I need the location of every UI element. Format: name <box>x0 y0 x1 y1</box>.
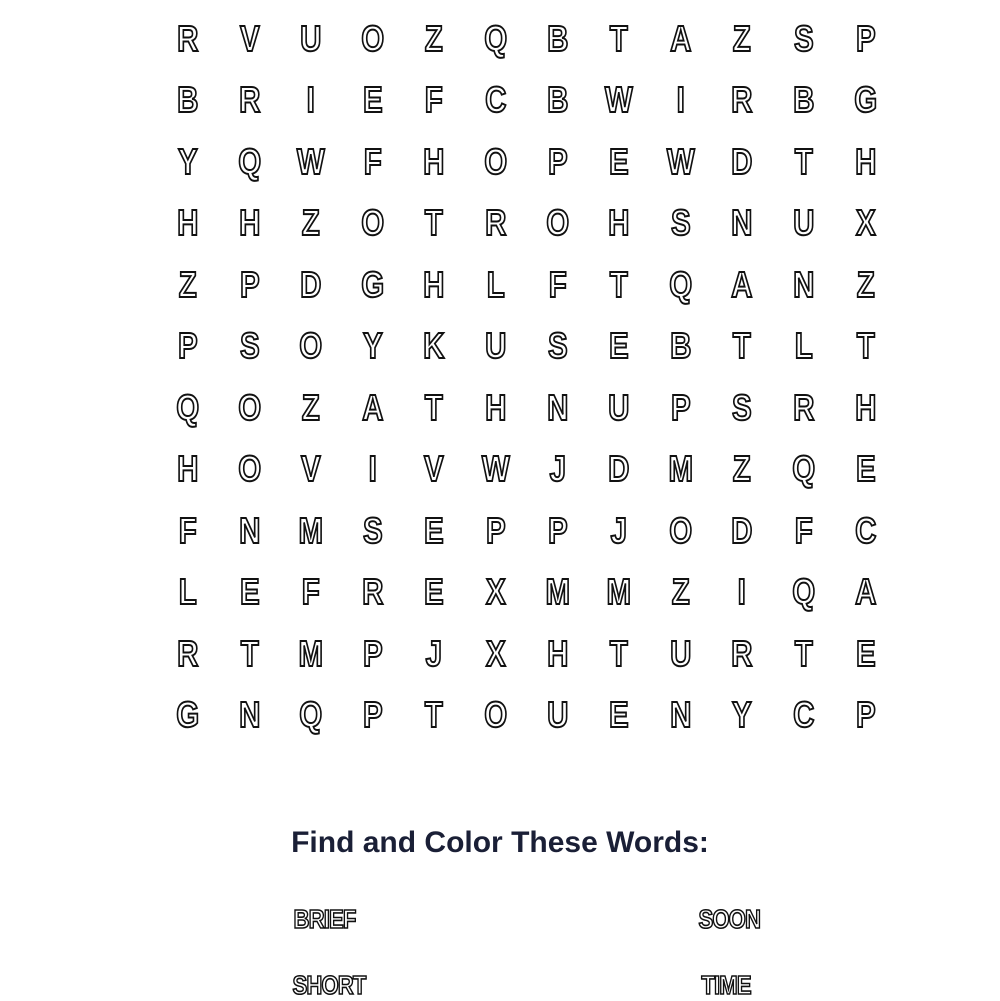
grid-cell[interactable]: F <box>178 509 197 551</box>
grid-cell[interactable]: T <box>794 140 813 182</box>
grid-cell[interactable]: B <box>177 79 199 121</box>
grid-cell[interactable]: F <box>363 140 382 182</box>
grid-cell[interactable]: W <box>605 79 633 121</box>
grid-cell[interactable]: M <box>298 509 324 551</box>
grid-cell[interactable]: R <box>485 202 507 244</box>
grid-cell[interactable]: X <box>485 571 506 613</box>
grid-cell[interactable]: N <box>731 202 753 244</box>
grid-cell[interactable]: N <box>238 694 261 736</box>
grid-cell[interactable]: I <box>676 79 685 121</box>
grid-cell[interactable]: R <box>731 632 753 674</box>
grid-cell[interactable]: W <box>666 140 695 182</box>
grid-cell[interactable]: A <box>669 17 692 59</box>
grid-cell[interactable]: T <box>609 17 628 59</box>
grid-cell[interactable]: I <box>368 448 377 490</box>
grid-cell[interactable]: H <box>423 140 445 182</box>
grid-cell[interactable]: F <box>548 263 567 305</box>
grid-cell[interactable]: K <box>423 325 445 367</box>
grid-cell[interactable]: R <box>731 79 753 121</box>
grid-cell[interactable]: Q <box>484 17 508 59</box>
grid-cell[interactable]: P <box>362 694 383 736</box>
grid-cell[interactable]: P <box>485 509 506 551</box>
grid-cell[interactable]: L <box>178 571 197 613</box>
grid-cell[interactable]: G <box>176 694 200 736</box>
grid-cell[interactable]: Q <box>299 694 323 736</box>
grid-cell[interactable]: J <box>425 632 443 674</box>
grid-cell[interactable]: S <box>239 325 260 367</box>
grid-cell[interactable]: L <box>486 263 505 305</box>
grid-cell[interactable]: E <box>855 632 876 674</box>
grid-cell[interactable]: V <box>424 448 445 490</box>
grid-cell[interactable]: O <box>545 202 569 244</box>
grid-cell[interactable]: R <box>177 17 199 59</box>
grid-cell[interactable]: U <box>793 202 815 244</box>
grid-cell[interactable]: I <box>306 79 316 121</box>
grid-cell[interactable]: B <box>546 79 569 121</box>
grid-cell[interactable]: Z <box>856 263 875 305</box>
grid-cell[interactable]: S <box>732 386 752 428</box>
grid-cell[interactable]: W <box>297 140 325 182</box>
grid-cell[interactable]: E <box>424 509 445 551</box>
word-list-item: BRIEF <box>293 904 356 934</box>
grid-cell[interactable]: H <box>423 263 445 305</box>
grid-cell[interactable]: U <box>669 632 692 674</box>
grid-cell[interactable]: Z <box>425 17 444 59</box>
grid-cell[interactable]: R <box>361 571 384 613</box>
grid-cell[interactable]: Z <box>301 202 321 244</box>
word-list-item: SHORT <box>292 970 366 1000</box>
grid-cell[interactable]: B <box>546 17 569 59</box>
grid-cell[interactable]: G <box>361 263 385 305</box>
grid-cell[interactable]: J <box>549 448 566 490</box>
grid-cell[interactable]: H <box>238 202 261 244</box>
grid-cell[interactable]: U <box>300 17 322 59</box>
grid-cell[interactable]: O <box>237 448 261 490</box>
grid-cell[interactable]: X <box>855 202 876 244</box>
grid-cell[interactable]: Y <box>177 140 198 182</box>
grid-cell[interactable]: E <box>609 694 629 736</box>
grid-cell[interactable]: S <box>793 17 814 59</box>
grid-cell[interactable]: O <box>669 509 693 551</box>
grid-cell[interactable]: P <box>855 694 876 736</box>
grid-cell[interactable]: P <box>239 263 260 305</box>
grid-cell[interactable]: A <box>854 571 876 613</box>
grid-cell[interactable]: D <box>731 509 753 551</box>
grid-cell[interactable]: P <box>670 386 691 428</box>
grid-cell[interactable]: X <box>485 632 506 674</box>
grid-cell[interactable]: R <box>177 632 199 674</box>
grid-cell[interactable]: T <box>609 632 628 674</box>
grid-cell[interactable]: O <box>361 202 385 244</box>
grid-cell[interactable]: G <box>853 79 877 121</box>
grid-cell[interactable]: B <box>793 79 815 121</box>
grid-cell[interactable]: U <box>485 325 507 367</box>
grid-cell[interactable]: Z <box>733 17 752 59</box>
letter-grid <box>157 8 897 746</box>
grid-cell[interactable]: J <box>610 509 628 551</box>
grid-cell[interactable]: Z <box>178 263 197 305</box>
grid-cell[interactable]: T <box>609 263 628 305</box>
grid-cell[interactable]: Y <box>362 325 383 367</box>
grid-cell[interactable]: H <box>854 386 876 428</box>
grid-cell[interactable]: N <box>238 509 261 551</box>
grid-cell[interactable]: F <box>301 571 321 613</box>
grid-cell[interactable]: O <box>361 17 385 59</box>
grid-cell[interactable]: P <box>362 632 383 674</box>
grid-cell[interactable]: E <box>609 325 629 367</box>
grid-cell[interactable]: H <box>608 202 630 244</box>
grid-cell[interactable]: P <box>855 17 876 59</box>
grid-cell[interactable]: N <box>546 386 569 428</box>
grid-cell[interactable]: Q <box>669 263 693 305</box>
grid-cell[interactable]: O <box>237 386 261 428</box>
grid-cell[interactable]: A <box>731 263 753 305</box>
grid-cell[interactable]: D <box>300 263 322 305</box>
grid-cell[interactable]: T <box>733 325 752 367</box>
word-list <box>0 900 1000 1000</box>
grid-cell[interactable]: H <box>546 632 569 674</box>
grid-cell[interactable]: N <box>793 263 815 305</box>
grid-cell[interactable]: Q <box>792 571 816 613</box>
grid-cell[interactable]: V <box>239 17 260 59</box>
grid-cell[interactable]: T <box>425 386 444 428</box>
grid-cell[interactable]: T <box>794 632 813 674</box>
grid-cell[interactable]: M <box>545 571 570 613</box>
grid-cell[interactable]: T <box>425 202 444 244</box>
grid-cell[interactable]: F <box>425 79 444 121</box>
grid-cell[interactable]: E <box>609 140 629 182</box>
grid-cell[interactable]: Z <box>671 571 690 613</box>
grid-cell[interactable]: S <box>362 509 383 551</box>
grid-cell[interactable]: O <box>484 694 508 736</box>
grid-cell[interactable]: H <box>177 448 199 490</box>
grid-cell[interactable]: H <box>177 202 199 244</box>
grid-cell[interactable]: P <box>547 140 568 182</box>
grid-cell[interactable]: O <box>484 140 508 182</box>
grid-cell[interactable]: M <box>606 571 632 613</box>
grid-cell[interactable]: O <box>299 325 323 367</box>
grid-cell[interactable]: E <box>362 79 383 121</box>
grid-cell[interactable]: D <box>608 448 630 490</box>
grid-cell[interactable]: P <box>177 325 198 367</box>
grid-cell[interactable]: U <box>608 386 630 428</box>
grid-cell[interactable]: P <box>547 509 568 551</box>
grid-cell[interactable]: Q <box>792 448 816 490</box>
grid-cell[interactable]: T <box>240 632 259 674</box>
word-list-title: Find and Color These Words: <box>291 826 709 859</box>
grid-cell[interactable]: T <box>425 694 444 736</box>
grid-cell[interactable]: E <box>424 571 445 613</box>
grid-cell[interactable]: H <box>854 140 876 182</box>
grid-cell[interactable]: D <box>731 140 753 182</box>
grid-cell[interactable]: S <box>547 325 568 367</box>
grid-cell[interactable]: L <box>794 325 813 367</box>
grid-cell[interactable]: E <box>855 448 876 490</box>
grid-cell[interactable]: A <box>361 386 384 428</box>
grid-cell[interactable]: M <box>298 632 324 674</box>
grid-cell[interactable]: E <box>239 571 260 613</box>
grid-cell[interactable]: Q <box>237 140 261 182</box>
grid-cell[interactable]: I <box>738 571 747 613</box>
grid-cell[interactable]: Y <box>732 694 752 736</box>
grid-cell[interactable]: U <box>546 694 569 736</box>
grid-cell[interactable]: Z <box>733 448 752 490</box>
grid-cell[interactable]: C <box>485 79 507 121</box>
grid-cell[interactable]: F <box>794 509 813 551</box>
grid-cell[interactable]: R <box>238 79 261 121</box>
grid-cell[interactable]: M <box>668 448 693 490</box>
grid-cell[interactable]: C <box>854 509 876 551</box>
grid-cell[interactable]: T <box>856 325 875 367</box>
grid-cell[interactable]: S <box>670 202 691 244</box>
grid-cell[interactable]: C <box>793 694 815 736</box>
grid-cell[interactable]: H <box>485 386 507 428</box>
grid-cell[interactable]: V <box>301 448 321 490</box>
grid-cell[interactable]: Z <box>301 386 321 428</box>
word-list-item: SOON <box>698 904 761 934</box>
grid-cell[interactable]: N <box>669 694 692 736</box>
grid-cell[interactable]: Q <box>176 386 200 428</box>
grid-cell[interactable]: R <box>793 386 815 428</box>
grid-cell[interactable]: W <box>481 448 510 490</box>
word-list-item: TIME <box>701 970 751 1000</box>
grid-cell[interactable]: B <box>669 325 692 367</box>
